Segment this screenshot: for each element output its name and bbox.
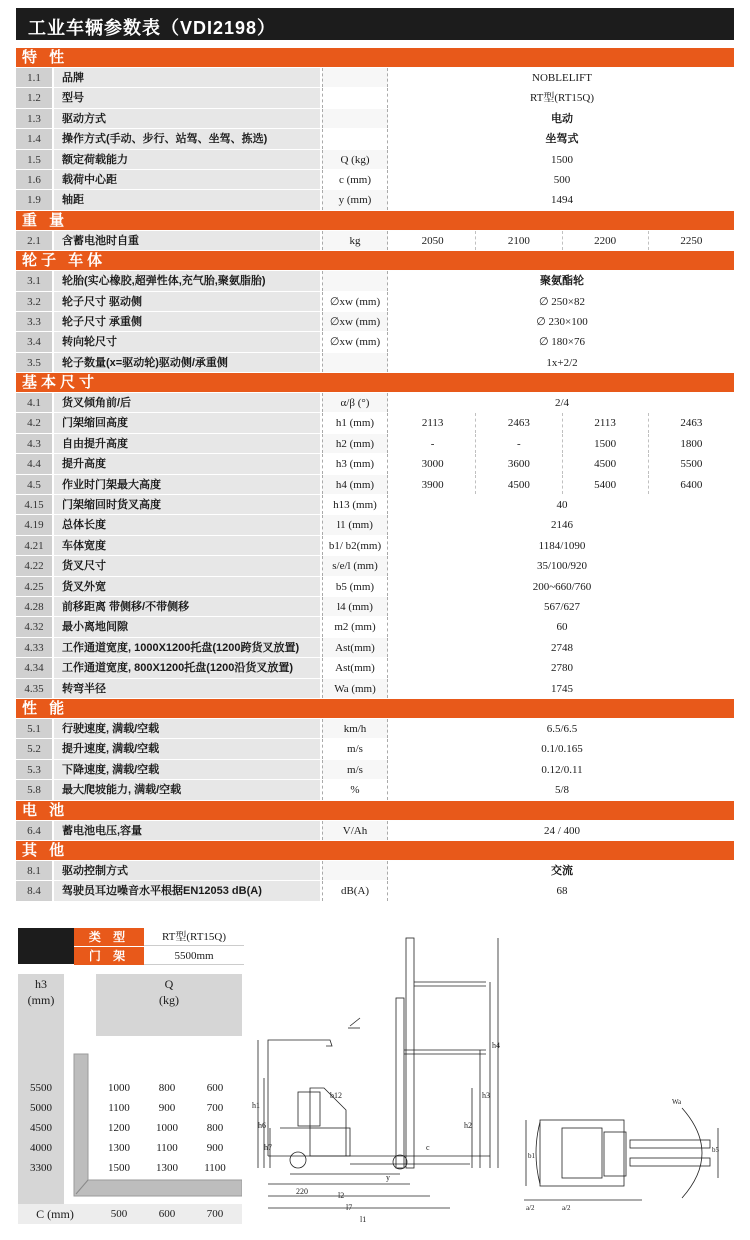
spec-row (16, 739, 734, 759)
load-value: 800 (206, 1122, 224, 1134)
row-value: 1800 (680, 437, 703, 450)
row-number: 3.1 (16, 271, 52, 290)
row-label: 总体长度 (54, 515, 320, 534)
spec-row (16, 536, 734, 556)
row-unit: h1 (mm) (322, 413, 388, 432)
row-number: 4.34 (16, 658, 52, 677)
row-number: 4.15 (16, 495, 52, 514)
svg-text:220: 220 (296, 1187, 308, 1196)
row-value: 1745 (551, 682, 573, 695)
spec-row (16, 150, 734, 170)
row-label: 前移距离 带侧移/不带侧移 (54, 597, 320, 616)
svg-text:y: y (386, 1173, 390, 1182)
row-value: 1x+2/2 (546, 356, 578, 369)
row-unit: m2 (mm) (322, 617, 388, 636)
row-unit (322, 129, 388, 148)
load-value: 1300 (108, 1142, 130, 1154)
row-value: 交流 (551, 863, 573, 877)
spec-row (16, 821, 734, 841)
svg-text:c: c (426, 1143, 430, 1152)
row-value: 2146 (551, 519, 573, 532)
spec-row (16, 88, 734, 108)
row-value: 68 (556, 885, 568, 898)
load-value: 800 (158, 1082, 176, 1094)
row-label: 最小离地间隙 (54, 617, 320, 636)
row-value: ∅ 250×82 (538, 295, 586, 308)
row-values (390, 312, 734, 331)
spec-row (16, 109, 734, 129)
row-unit: kg (322, 231, 388, 250)
spec-row (16, 556, 734, 576)
spec-row (16, 861, 734, 881)
row-number: 4.33 (16, 638, 52, 657)
h3-unit: (mm) (27, 993, 55, 1007)
row-values (390, 475, 734, 494)
row-unit: Wa (mm) (322, 679, 388, 698)
row-label: 含蓄电池时自重 (54, 231, 320, 250)
row-unit: m/s (322, 760, 388, 779)
row-label: 型号 (54, 88, 320, 107)
svg-text:l1: l1 (360, 1215, 367, 1224)
row-number: 4.22 (16, 556, 52, 575)
row-unit: l4 (mm) (322, 597, 388, 616)
row-label: 驱动控制方式 (54, 861, 320, 880)
row-value: - (476, 434, 562, 453)
row-label: 工作通道宽度, 1000X1200托盘(1200跨货叉放置) (54, 638, 320, 657)
spec-row (16, 434, 734, 454)
load-value: 1500 (108, 1162, 130, 1174)
row-number: 5.2 (16, 739, 52, 758)
load-value: 1000 (108, 1082, 130, 1094)
capacity-type-value: RT型(RT15Q) (144, 928, 244, 946)
svg-text:Wa: Wa (672, 1098, 682, 1106)
row-value: 0.1/0.165 (541, 743, 583, 756)
row-label: 轮子尺寸 承重侧 (54, 312, 320, 331)
row-values (390, 638, 734, 657)
row-values (390, 68, 734, 87)
row-value: 2748 (551, 641, 573, 654)
row-values (390, 760, 734, 779)
row-label: 转向轮尺寸 (54, 332, 320, 351)
row-value: 2113 (390, 413, 476, 432)
row-value: 3900 (390, 475, 476, 494)
section-heading: 重 量 (16, 211, 734, 231)
mast-inner (396, 998, 404, 1168)
row-unit: ∅xw (mm) (322, 312, 388, 331)
row-unit: ∅xw (mm) (322, 292, 388, 311)
row-unit (322, 109, 388, 128)
row-label: 自由提升高度 (54, 434, 320, 453)
row-number: 1.4 (16, 129, 52, 148)
row-label: 轮子尺寸 驱动侧 (54, 292, 320, 311)
row-unit: y (mm) (322, 190, 388, 209)
row-label: 驱动方式 (54, 109, 320, 128)
row-unit: c (mm) (322, 170, 388, 189)
row-number: 4.2 (16, 413, 52, 432)
spec-row (16, 292, 734, 312)
row-number: 8.1 (16, 861, 52, 880)
row-number: 6.4 (16, 821, 52, 840)
row-value: 2780 (551, 662, 573, 675)
row-value: 1494 (551, 194, 573, 207)
side-view-drawing (250, 928, 506, 1224)
row-value: 567/627 (543, 600, 581, 613)
load-value: 1000 (156, 1122, 178, 1134)
spec-row (16, 881, 734, 901)
row-value: - (390, 434, 476, 453)
row-value: 3600 (476, 454, 562, 473)
row-values (390, 129, 734, 148)
header-bar (16, 8, 734, 40)
load-value: 1100 (204, 1162, 226, 1174)
row-label: 载荷中心距 (54, 170, 320, 189)
row-values (390, 109, 734, 128)
row-values (390, 150, 734, 169)
load-value: 600 (206, 1082, 224, 1094)
row-label: 转弯半径 (54, 679, 320, 698)
row-value: 2113 (563, 413, 649, 432)
svg-text:h7: h7 (264, 1143, 272, 1152)
top-view-drawing (522, 1088, 732, 1218)
svg-text:l2: l2 (338, 1191, 345, 1200)
row-value: 2/4 (554, 397, 570, 410)
svg-text:h1: h1 (252, 1101, 260, 1110)
row-number: 4.1 (16, 393, 52, 412)
row-value: 2100 (476, 231, 562, 250)
svg-text:l7: l7 (346, 1203, 353, 1212)
row-value: 聚氨酯轮 (540, 274, 584, 288)
row-number: 4.19 (16, 515, 52, 534)
row-value: 200~660/760 (532, 580, 592, 593)
row-value: 35/100/920 (536, 560, 588, 573)
svg-text:b12: b12 (330, 1091, 342, 1100)
svg-text:a/2: a/2 (562, 1204, 571, 1212)
row-unit: h3 (mm) (322, 454, 388, 473)
row-number: 1.6 (16, 170, 52, 189)
spec-row (16, 577, 734, 597)
row-value: 24 / 400 (543, 824, 581, 837)
capacity-type-label: 类 型 (74, 928, 144, 946)
svg-text:h3: h3 (482, 1091, 490, 1100)
row-value: 2050 (390, 231, 476, 250)
row-number: 1.5 (16, 150, 52, 169)
section-heading: 基本尺寸 (16, 373, 734, 393)
svg-text:h4: h4 (492, 1041, 500, 1050)
q-unit: (kg) (159, 993, 179, 1007)
c-label: C (mm) (36, 1207, 74, 1221)
spec-row (16, 413, 734, 433)
row-value: 4500 (563, 454, 649, 473)
row-value: 500 (553, 173, 571, 186)
row-label: 门架缩回时货叉高度 (54, 495, 320, 514)
row-values (390, 719, 734, 738)
row-label: 轮子数量(x=驱动轮)驱动侧/承重侧 (54, 353, 320, 372)
row-value: 坐驾式 (545, 132, 579, 146)
row-value: 5500 (680, 458, 703, 471)
row-unit (322, 68, 388, 87)
row-label: 门架缩回高度 (54, 413, 320, 432)
row-number: 5.1 (16, 719, 52, 738)
row-values (390, 556, 734, 575)
row-number: 4.35 (16, 679, 52, 698)
row-number: 5.8 (16, 780, 52, 799)
c-value: 500 (110, 1208, 128, 1220)
q-label: Q (164, 977, 174, 991)
row-value: 2200 (563, 231, 649, 250)
spec-row (16, 454, 734, 474)
section-heading: 轮子 车体 (16, 251, 734, 271)
row-unit: Ast(mm) (322, 638, 388, 657)
spec-row (16, 597, 734, 617)
spec-row (16, 312, 734, 332)
row-value: 6400 (680, 478, 703, 491)
row-values (390, 190, 734, 209)
row-label: 轮胎(实心橡胶,超弹性体,充气胎,聚氨脂胎) (54, 271, 320, 290)
row-value: 4500 (476, 475, 562, 494)
row-value: 电动 (551, 111, 573, 125)
row-value: RT型(RT15Q) (529, 92, 595, 105)
row-values (390, 332, 734, 351)
row-number: 1.3 (16, 109, 52, 128)
row-number: 3.4 (16, 332, 52, 351)
spec-row (16, 332, 734, 352)
row-label: 最大爬坡能力, 满载/空载 (54, 780, 320, 799)
row-label: 车体宽度 (54, 536, 320, 555)
svg-text:a/2: a/2 (526, 1204, 535, 1212)
row-values (390, 454, 734, 473)
row-values (390, 617, 734, 636)
row-value: 2463 (476, 413, 562, 432)
row-value: 6.5/6.5 (546, 722, 578, 735)
row-label: 品牌 (54, 68, 320, 87)
spec-row (16, 231, 734, 251)
load-value: 1200 (108, 1122, 130, 1134)
row-unit: l1 (mm) (322, 515, 388, 534)
load-value: 1100 (156, 1142, 178, 1154)
row-unit: Ast(mm) (322, 658, 388, 677)
row-number: 1.1 (16, 68, 52, 87)
row-values (390, 292, 734, 311)
load-value: 900 (158, 1102, 176, 1114)
row-number: 4.21 (16, 536, 52, 555)
row-unit (322, 353, 388, 372)
row-unit: V/Ah (322, 821, 388, 840)
row-values (390, 679, 734, 698)
row-number: 3.3 (16, 312, 52, 331)
load-value: 1300 (156, 1162, 178, 1174)
h3-value: 5000 (30, 1102, 52, 1114)
row-values (390, 271, 734, 290)
row-values (390, 88, 734, 107)
row-value: ∅ 230×100 (536, 315, 588, 328)
spec-row (16, 271, 734, 291)
row-label: 蓄电池电压,容量 (54, 821, 320, 840)
row-label: 驾驶员耳边噪音水平根据EN12053 dB(A) (54, 881, 320, 900)
row-values (390, 739, 734, 758)
row-number: 4.32 (16, 617, 52, 636)
row-number: 4.5 (16, 475, 52, 494)
row-label: 工作通道宽度, 800X1200托盘(1200沿货叉放置) (54, 658, 320, 677)
row-label: 提升高度 (54, 454, 320, 473)
h3-value: 5500 (30, 1082, 52, 1094)
row-values (390, 881, 734, 900)
capacity-table (14, 928, 242, 1224)
spec-row (16, 638, 734, 658)
capacity-frame (14, 928, 242, 1224)
capacity-mast-value: 5500mm (144, 947, 244, 965)
row-value: 5400 (563, 475, 649, 494)
section-heading: 其 他 (16, 841, 734, 861)
row-unit: h2 (mm) (322, 434, 388, 453)
row-unit (322, 88, 388, 107)
spec-row (16, 679, 734, 699)
spec-row (16, 68, 734, 88)
row-label: 提升速度, 满载/空载 (54, 739, 320, 758)
svg-text:h6: h6 (258, 1121, 266, 1130)
row-value: 0.12/0.11 (541, 763, 583, 776)
spec-row (16, 129, 734, 149)
row-values (390, 821, 734, 840)
row-value: 1500 (563, 434, 649, 453)
row-value: 5/8 (554, 784, 570, 797)
row-value: NOBLELIFT (532, 72, 592, 84)
row-unit (322, 271, 388, 290)
spec-row (16, 719, 734, 739)
spec-row (16, 475, 734, 495)
row-number: 3.5 (16, 353, 52, 372)
row-unit: km/h (322, 719, 388, 738)
row-label: 轴距 (54, 190, 320, 209)
row-value: 3000 (390, 454, 476, 473)
row-value: 60 (556, 621, 568, 634)
row-values (390, 577, 734, 596)
spec-row (16, 393, 734, 413)
row-unit: b5 (mm) (322, 577, 388, 596)
spec-row (16, 617, 734, 637)
row-unit: α/β (°) (322, 393, 388, 412)
svg-text:b5: b5 (712, 1146, 719, 1154)
row-number: 1.2 (16, 88, 52, 107)
row-values (390, 353, 734, 372)
row-value: 1500 (551, 153, 573, 166)
row-label: 操作方式(手动、步行、站驾、坐驾、拣选) (54, 129, 320, 148)
spec-row (16, 190, 734, 210)
row-value: ∅ 180×76 (538, 336, 586, 349)
h3-value: 4000 (30, 1142, 52, 1154)
row-number: 1.9 (16, 190, 52, 209)
row-value: 40 (556, 499, 568, 512)
svg-text:h2: h2 (464, 1121, 472, 1130)
row-number: 5.3 (16, 760, 52, 779)
row-label: 额定荷载能力 (54, 150, 320, 169)
row-number: 3.2 (16, 292, 52, 311)
row-values (390, 597, 734, 616)
row-values (390, 861, 734, 880)
row-label: 行驶速度, 满载/空载 (54, 719, 320, 738)
row-number: 4.28 (16, 597, 52, 616)
spec-row (16, 515, 734, 535)
row-unit: m/s (322, 739, 388, 758)
page-title: 工业车辆参数表（VDI2198） (28, 18, 277, 38)
row-values (390, 658, 734, 677)
spec-row (16, 658, 734, 678)
row-values (390, 536, 734, 555)
section-heading: 性 能 (16, 699, 734, 719)
row-values (390, 495, 734, 514)
spec-row (16, 760, 734, 780)
mast-outer (406, 938, 414, 1168)
row-label: 货叉倾角前/后 (54, 393, 320, 412)
spec-row (16, 495, 734, 515)
row-label: 货叉尺寸 (54, 556, 320, 575)
row-unit: h13 (mm) (322, 495, 388, 514)
h3-label: h3 (35, 977, 47, 991)
row-values (390, 515, 734, 534)
load-value: 1100 (108, 1102, 130, 1114)
row-value: 2463 (680, 417, 703, 430)
row-number: 4.4 (16, 454, 52, 473)
row-number: 2.1 (16, 231, 52, 250)
c-value: 600 (158, 1208, 176, 1220)
spec-row (16, 353, 734, 373)
spec-row (16, 170, 734, 190)
row-unit: dB(A) (322, 881, 388, 900)
capacity-mast-label: 门 架 (74, 947, 144, 965)
load-value: 900 (206, 1142, 224, 1154)
row-unit: h4 (mm) (322, 475, 388, 494)
spec-table (16, 48, 734, 902)
spec-row (16, 780, 734, 800)
row-values (390, 231, 734, 250)
row-unit: % (322, 780, 388, 799)
c-value: 700 (206, 1208, 224, 1220)
row-unit: s/e/l (mm) (322, 556, 388, 575)
row-value: 1184/1090 (538, 539, 586, 552)
h3-value: 4500 (30, 1122, 52, 1134)
row-values (390, 413, 734, 432)
row-label: 作业时门架最大高度 (54, 475, 320, 494)
load-value: 700 (206, 1102, 224, 1114)
row-unit: ∅xw (mm) (322, 332, 388, 351)
row-unit: b1/ b2(mm) (322, 536, 388, 555)
row-unit (322, 861, 388, 880)
row-values (390, 393, 734, 412)
row-values (390, 780, 734, 799)
row-values (390, 170, 734, 189)
row-number: 8.4 (16, 881, 52, 900)
row-label: 下降速度, 满载/空载 (54, 760, 320, 779)
svg-text:b1: b1 (528, 1152, 535, 1160)
section-heading: 特 性 (16, 48, 734, 68)
row-values (390, 434, 734, 453)
section-heading: 电 池 (16, 801, 734, 821)
row-label: 货叉外宽 (54, 577, 320, 596)
row-number: 4.3 (16, 434, 52, 453)
row-unit: Q (kg) (322, 150, 388, 169)
h3-value: 3300 (30, 1162, 52, 1174)
row-value: 2250 (680, 234, 703, 247)
row-number: 4.25 (16, 577, 52, 596)
